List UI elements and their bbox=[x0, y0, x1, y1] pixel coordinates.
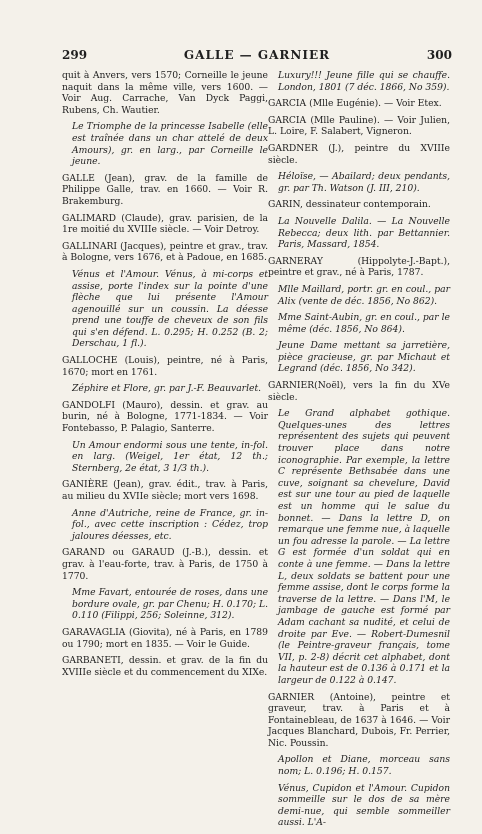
entry-note: Mme Saint-Aubin, gr. en coul., par le même (déc. 1856, No 864). bbox=[278, 312, 450, 335]
entry-heading: GARBANETI, dessin. et grav. de la fin du XVIIIe siècle et du commencement du XIXe. bbox=[62, 655, 268, 678]
entry bbox=[268, 199, 450, 211]
entry bbox=[268, 115, 450, 138]
entry-note: Luxury!!! Jeune fille qui se chauffe. London, 1801 (7 déc. 1866, No 359). bbox=[278, 70, 450, 93]
entry-note: Héloïse, — Abailard; deux pendants, gr. par Th. Watson (J. III, 210). bbox=[278, 171, 450, 194]
entry-note: Le Grand alphabet gothique. Quelques-unes des lettres représentent des sujets qui peuvent trouver place dans notre iconographie. Par exemple, la lettre C représente Bethsabée dans une cuve, soignant sa chevelure, David est sur une tour au pied de laquelle est un homme qui le salue du bonnet. — Dans la lettre D, on remarque une femme nue, à laquelle un fou adresse la parole. — La lettre G est formée d'un soldat qui en conte à une femme. — Dans la lettre L, deux soldats se battent pour une femme assise, dont le corps forme la traverse de la lettre. — Dans l'M, le jambage de gauche est formé par Adam cachant sa nudité, et celui de droite par Eve. — Robert-Dumesnil (le Peintre-graveur français, tome VII, p. 2-8) décrit cet alphabet, dont la hauteur est de 0.136 à 0.171 et la largeur de 0.122 à 0.147. bbox=[278, 408, 450, 686]
entry bbox=[268, 284, 450, 307]
entry-note: Un Amour endormi sous une tente, in-fol. en larg. (Weigel, 1er état, 12 th.; Sternberg, 2e état, 3 1/3 th.). bbox=[72, 439, 268, 474]
entry bbox=[62, 655, 268, 678]
entry bbox=[268, 340, 450, 375]
entry bbox=[268, 692, 450, 750]
entry-heading: GARAVAGLIA (Giovita), né à Paris, en 1789 ou 1790; mort en 1835. — Voir le Guide. bbox=[62, 626, 268, 650]
entry-heading: GARNERAY (Hippolyte-J.-Bapt.), peintre et grav., né à Paris, 1787. bbox=[268, 255, 450, 279]
entry-heading: GANDOLFI (Mauro), dessin. et grav. au burin, né à Bologne, 1771-1834. — Voir Fontebasso, P. Palagio, Santerre. bbox=[62, 399, 268, 435]
entry-note: Apollon et Diane, morceau sans nom; L. 0.196; H. 0.157. bbox=[278, 754, 450, 778]
entry-note: La Nouvelle Dalila. — La Nouvelle Rebecca; deux lith. par Bettannier. Paris, Massard, 1854. bbox=[278, 215, 450, 251]
entry-note: Jeune Dame mettant sa jarretière, pièce gracieuse, gr. par Michaut et Legrand (déc. 1856, No 342). bbox=[278, 340, 450, 375]
entry bbox=[62, 479, 268, 502]
entry bbox=[62, 241, 268, 264]
entry bbox=[62, 213, 268, 236]
entry bbox=[268, 98, 450, 110]
entry bbox=[62, 70, 268, 116]
entry-note: Anne d'Autriche, reine de France, gr. in-fol., avec cette inscription : Cédez, trop jaloures déesses, etc. bbox=[72, 507, 268, 542]
entry-heading: GARDNER (J.), peintre du XVIIIe siècle. bbox=[268, 142, 450, 166]
entry bbox=[268, 70, 450, 93]
entry-note: Zéphire et Flore, gr. par J.-F. Beauvarlet. bbox=[72, 383, 262, 395]
entry bbox=[268, 754, 450, 777]
page-number-left: 299 bbox=[62, 48, 88, 62]
entry bbox=[62, 121, 268, 167]
entry-heading: GANIÈRE (Jean), grav. édit., trav. à Paris, au milieu du XVIIe siècle; mort vers 1698. bbox=[62, 479, 268, 502]
page-header bbox=[62, 48, 452, 66]
entry-heading: GALLOCHE (Louis), peintre, né à Paris, 1670; mort en 1761. bbox=[62, 355, 268, 378]
entry-heading: GARCIA (Mlle Eugénie). — Voir Etex. bbox=[268, 98, 442, 110]
entry-note: Vénus et l'Amour. Vénus, à mi-corps et assise, porte l'index sur la pointe d'une flèche que lui présente l'Amour agenouillé sur un coussin. La déesse prend une touffe de cheveux de son fils qui s'en défend. L. 0.295; H. 0.252 (B. 2; Derschau, 1 fl.). bbox=[72, 268, 268, 350]
entry-heading: GARNIER (Antoine), peintre et graveur, trav. à Paris et à Fontainebleau, de 1637 à 1646. — Voir Jacques Blanchard, Dubois, Fr. Perrier, Nic. Poussin. bbox=[268, 691, 450, 749]
entry-heading: GALIMARD (Claude), grav. parisien, de la 1re moitié du XVIIIe siècle. — Voir Detroy. bbox=[62, 212, 268, 236]
entry-heading: GALLINARI (Jacques), peintre et grav., trav. à Bologne, vers 1676, et à Padoue, en 1685. bbox=[62, 240, 268, 264]
entry bbox=[268, 171, 450, 194]
entry bbox=[268, 256, 450, 279]
entry bbox=[62, 547, 268, 582]
entry bbox=[268, 216, 450, 251]
entry-heading: GARAND ou GARAUD (J.-B.), dessin. et grav. à l'eau-forte, trav. à Paris, de 1750 à 1770. bbox=[62, 547, 268, 582]
entry bbox=[62, 173, 268, 208]
entry bbox=[62, 508, 268, 543]
entry bbox=[268, 380, 450, 403]
entry-heading: quit à Anvers, vers 1570; Corneille le jeune naquit dans la même ville, vers 1600. — Voir Aug. Carrache, Van Dyck Paggi, Rubens, Ch. Wautier. bbox=[62, 70, 268, 116]
entry-heading: GARIN, dessinateur contemporain. bbox=[268, 199, 431, 211]
entry-note: Mme Favart, entourée de roses, dans une bordure ovale, gr. par Chenu; H. 0.170; L. 0.110 (Filippi, 256; Soleinne, 312). bbox=[72, 587, 268, 622]
entry-heading: GARNIER(Noël), vers la fin du XVe siècle. bbox=[268, 380, 450, 403]
entry bbox=[268, 312, 450, 335]
entry bbox=[62, 269, 268, 350]
running-title: GALLE — GARNIER bbox=[183, 48, 331, 62]
entry bbox=[62, 627, 268, 650]
entry bbox=[268, 408, 450, 686]
right-column bbox=[268, 70, 450, 834]
page-number-right: 300 bbox=[426, 48, 452, 62]
entry bbox=[62, 440, 268, 475]
entry bbox=[62, 355, 268, 378]
entry bbox=[268, 783, 450, 829]
entry bbox=[62, 587, 268, 622]
entry-heading: GARCIA (Mlle Pauline). — Voir Julien, L. Loire, F. Salabert, Vigneron. bbox=[268, 114, 450, 138]
entry-note: Vénus, Cupidon et l'Amour. Cupidon sommeille sur le dos de sa mère demi-nue, qui semble sommeiller aussi. L'A- bbox=[278, 782, 450, 829]
entry-heading: GALLE (Jean), grav. de la famille de Philippe Galle, trav. en 1660. — Voir R. Brakemburg. bbox=[62, 172, 268, 207]
entry bbox=[62, 400, 268, 435]
entry bbox=[62, 383, 268, 395]
entry bbox=[268, 143, 450, 166]
entry-note: Mlle Maillard, portr. gr. en coul., par Alix (vente de déc. 1856, No 862). bbox=[278, 283, 450, 307]
left-column bbox=[62, 70, 268, 683]
entry-note: Le Triomphe de la princesse Isabelle (elle est traînée dans un char attelé de deux Amours), gr. en larg., par Corneille le jeune. bbox=[72, 121, 268, 168]
